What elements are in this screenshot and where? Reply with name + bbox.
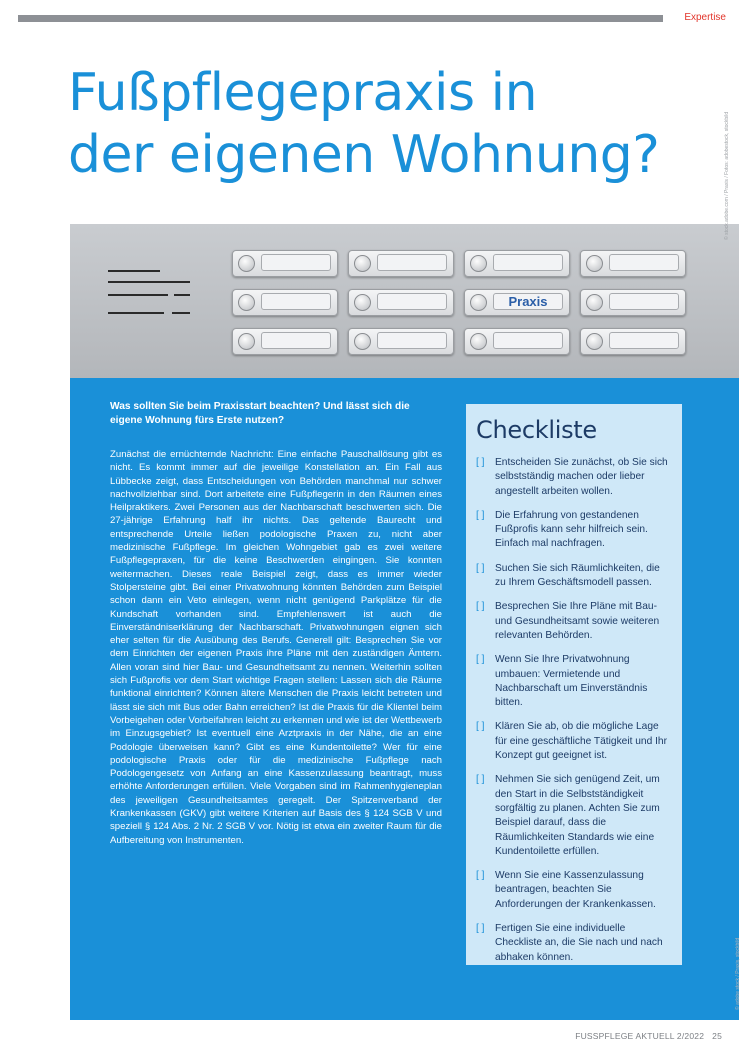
checklist-item-text: Wenn Sie Ihre Privatwohnung umbauen: Vermietende und Nachbarschaft um Einverständnis bitten.	[495, 654, 648, 709]
plate-label: Praxis	[493, 293, 563, 310]
doorbell-plate	[348, 328, 454, 355]
checklist-item	[476, 773, 672, 859]
doorbell-plate	[464, 250, 570, 277]
article-body: Zunächst die ernüchternde Nachricht: Eine einfache Pauschallösung gibt es nicht. Es kommt immer auf die jeweilige Konstellation an. Ein Fall aus Lübbecke zeigt, dass Entscheidungen von Behörden manchmal nur schwer nachvollziehbar sind. Dort arbeitete eine Fußpflegerin in den Räumen eines Heilpraktikers. Zwei Personen aus der Nachbarschaft beschwerten sich. Die 27-jährige Erfahrung half ihr nichts. Das geltende Baurecht und entsprechende Urteile ließen podologische Praxen zu, nicht aber medizinische Fußpflege. Im gleichen Wohngebiet gab es zwei weitere Fußpflegepraxen, für die keine Beschwerden eingingen. Sie konnten weitermachen. Dieses reale Beispiel zeigt, dass es immer wieder Stolpersteine gibt. Bei einer Privatwohnung könnten Behörden zum Beispiel schon dann ein Veto einlegen, wenn nicht genügend Parkplätze für die Kundschaft vorhanden sind. Empfehlenswert ist auch die Einverständniserklärung der Nachbarschaft. Privatwohnungen eignen sich eher selten für die Ausübung des Berufs. Generell gilt: Besprechen Sie vor dem Einrichten der eigenen Praxis ihre Pläne mit den zuständigen Ämtern. Allen voran sind hier Bau- und Gesundheitsamt zu nennen. Weiterhin sollten sich Fußprofis vor dem Start wichtige Fragen stellen: Lassen sich die Räume funktional einrichten? Können ältere Menschen die Praxis leicht betreten und lässt sie sich mit Bus oder Bahn erreichen? Ist die Praxis für die Klientel beim Vorbeigehen oder Vorbeifahren leicht zu erkennen und wie ist der Wettbewerb im Einzugsgebiet? Ist eventuell eine Arztpraxis in der Nähe, die an eine Podologie überweisen kann? Gibt es eine Kundentoilette? Wer für eine podologische Praxis oder für die medizinische Fußpflege nach Podologengesetz von Anfang an eine Kassenzulassung beantragt, muss erhöhte Anforderungen erfüllen. Viele Vorgaben sind im Rahmenhygieneplan des jeweiligen Gesundheitsamtes geregelt. Der Spitzenverband der Krankenkassen (GKV) gibt weitere Kriterien auf Basis des § 124 SGB V und speziell § 124 Abs. 2 Nr. 2 SGB V vor. Nötig ist etwa ein zweiter Raum für die Aufbereitung von Instrumenten.	[110, 449, 442, 846]
doorbell-plate	[348, 289, 454, 316]
title-line-1: Fußpflegepraxis in	[68, 63, 538, 123]
checklist-item	[476, 653, 672, 710]
checkbox-icon: [ ]	[476, 562, 485, 574]
section-tag: Expertise	[684, 12, 726, 23]
article-text-column	[110, 400, 442, 847]
checkbox-icon: [ ]	[476, 774, 485, 786]
article-title	[68, 62, 728, 186]
header-rule	[18, 15, 663, 22]
checklist-item	[476, 869, 672, 912]
checkbox-icon: [ ]	[476, 601, 485, 613]
checkbox-icon: [ ]	[476, 870, 485, 882]
checklist-title: Checkliste	[476, 416, 597, 444]
checklist-item-text: Entscheiden Sie zunächst, ob Sie sich selbstständig machen oder lieber angestellt arbeiten wollen.	[495, 457, 668, 497]
checklist-box	[466, 404, 682, 965]
checklist-item	[476, 456, 672, 499]
doorbell-plate	[348, 250, 454, 277]
page-footer	[567, 1031, 722, 1041]
checkbox-icon: [ ]	[476, 721, 485, 733]
doorbell-plate	[232, 328, 338, 355]
checklist-item	[476, 600, 672, 643]
image-credit: © adobe stock / Praxis, stockbild	[735, 937, 741, 1010]
doorbell-plate	[580, 289, 686, 316]
doorbell-photo	[70, 224, 739, 379]
checklist-item-text: Suchen Sie sich Räumlichkeiten, die zu Ihrem Geschäftsmodell passen.	[495, 562, 660, 589]
checklist-item	[476, 562, 672, 591]
checklist-item-text: Besprechen Sie Ihre Pläne mit Bau- und Gesundheitsamt sowie weiteren relevanten Behörden.	[495, 601, 660, 641]
magazine-name: FUSSPFLEGE AKTUELL 2/2022	[575, 1031, 705, 1041]
checklist-item	[476, 922, 672, 965]
article-lead: Was sollten Sie beim Praxisstart beachten? Und lässt sich die eigene Wohnung fürs Erste nutzen?	[110, 401, 410, 426]
photo-credit: © stock.adobe.com / Praxis / Fotos: adobestock, stockbild	[724, 111, 730, 240]
page-number: 25	[712, 1031, 722, 1041]
checklist-item	[476, 720, 672, 763]
checklist-item-text: Nehmen Sie sich genügend Zeit, um den Start in die Selbstständigkeit sorgfältig zu planen. Achten Sie zum Beispiel darauf, dass die Räumlichkeiten Standards wie eine Kundentoilette erfüllen.	[495, 774, 660, 857]
title-line-2: der eigenen Wohnung?	[68, 125, 660, 185]
doorbell-plate	[464, 328, 570, 355]
doorbell-plate	[580, 328, 686, 355]
checklist-item	[476, 509, 672, 552]
checkbox-icon: [ ]	[476, 654, 485, 666]
checklist-item-text: Fertigen Sie eine individuelle Checkliste an, die Sie nach und nach abhaken können.	[495, 923, 663, 963]
checkbox-icon: [ ]	[476, 457, 485, 468]
doorbell-plate-praxis	[464, 289, 570, 316]
checklist-item-text: Die Erfahrung von gestandenen Fußprofis kann sehr hilfreich sein. Einfach mal nachfragen.	[495, 509, 648, 550]
article-panel	[70, 378, 739, 1020]
checklist-item-text: Wenn Sie eine Kassenzulassung beantragen, beachten Sie Anforderungen der Krankenkassen.	[495, 870, 656, 910]
doorbell-plate	[232, 289, 338, 316]
intercom-speaker-grille	[108, 270, 190, 328]
doorbell-plate	[580, 250, 686, 277]
doorbell-plate	[232, 250, 338, 277]
checkbox-icon: [ ]	[476, 509, 485, 521]
checkbox-icon: [ ]	[476, 923, 485, 935]
checklist-item-text: Klären Sie ab, ob die mögliche Lage für eine geschäftliche Tätigkeit und Ihr Konzept gut geeignet ist.	[495, 721, 667, 762]
